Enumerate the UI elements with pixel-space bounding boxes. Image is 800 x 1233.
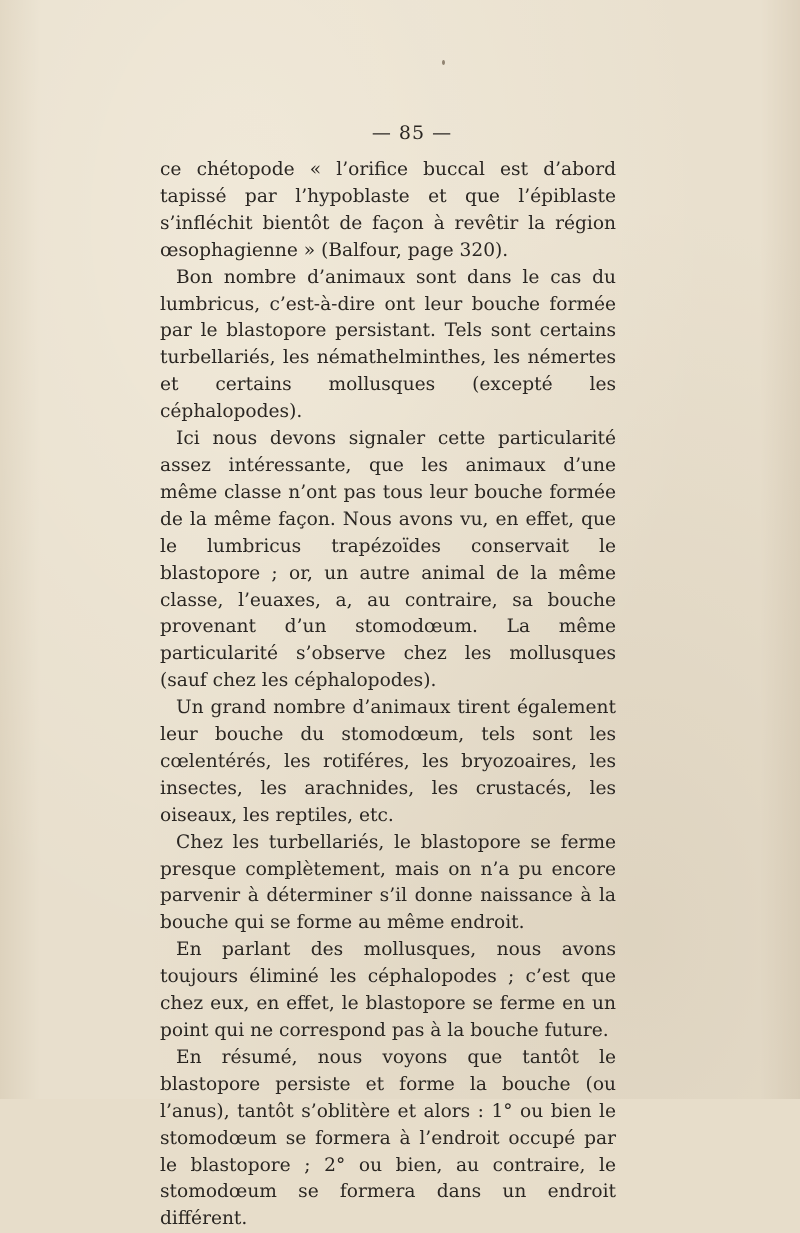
- ink-speck: [442, 60, 445, 65]
- body-text: [160, 157, 616, 1233]
- paragraph-5: Chez les turbellariés, le blastopore se ferme presque complètement, mais on n’a pu encore parvenir à déterminer s’il donne naissance à la bouche qui se forme au même endroit.: [160, 831, 616, 934]
- page-number: — 85 —: [371, 122, 453, 144]
- paragraph-1: ce chétopode « l’orifice buccal est d’abord tapissé par l’hypoblaste et que l’épiblaste s’infléchit bientôt de façon à revêtir la région œsophagienne » (Balfour, page 320).: [160, 159, 616, 261]
- paragraph-7: En résumé, nous voyons que tantôt le blastopore persiste et forme la bouche (ou l’anus), tantôt s’oblitère et alors : 1° ou bien le stomodœum se formera à l’endroit occupé par le blastopore ; 2° ou bien, au contraire, le stomodœum se formera dans un endroit différent.: [160, 1046, 616, 1230]
- paragraph-2: Bon nombre d’animaux sont dans le cas du lumbricus, c’est-à-dire ont leur bouche formée par le blastopore persistant. Tels sont certains turbellariés, les némathelminthes, les némertes et certains mollusques (excepté les céphalopodes).: [160, 266, 616, 423]
- paragraph-3: Ici nous devons signaler cette particularité assez intéressante, que les animaux d’une même classe n’ont pas tous leur bouche formée de la même façon. Nous avons vu, en effet, que le lumbricus trapézoïdes conservait le blastopore ; or, un autre animal de la même classe, l’euaxes, a, au contraire, sa bouche provenant d’un stomodœum. La même particularité s’observe chez les mollusques (sauf chez les céphalopodes).: [160, 428, 616, 692]
- paragraph-6: En parlant des mollusques, nous avons toujours éliminé les céphalopodes ; c’est que chez eux, en effet, le blastopore se ferme en un point qui ne correspond pas à la bouche future.: [160, 939, 616, 1041]
- paragraph-4: Un grand nombre d’animaux tirent également leur bouche du stomodœum, tels sont les cœlentérés, les rotiféres, les bryozoaires, les insectes, les arachnides, les crustacés, les oiseaux, les reptiles, etc.: [160, 697, 616, 826]
